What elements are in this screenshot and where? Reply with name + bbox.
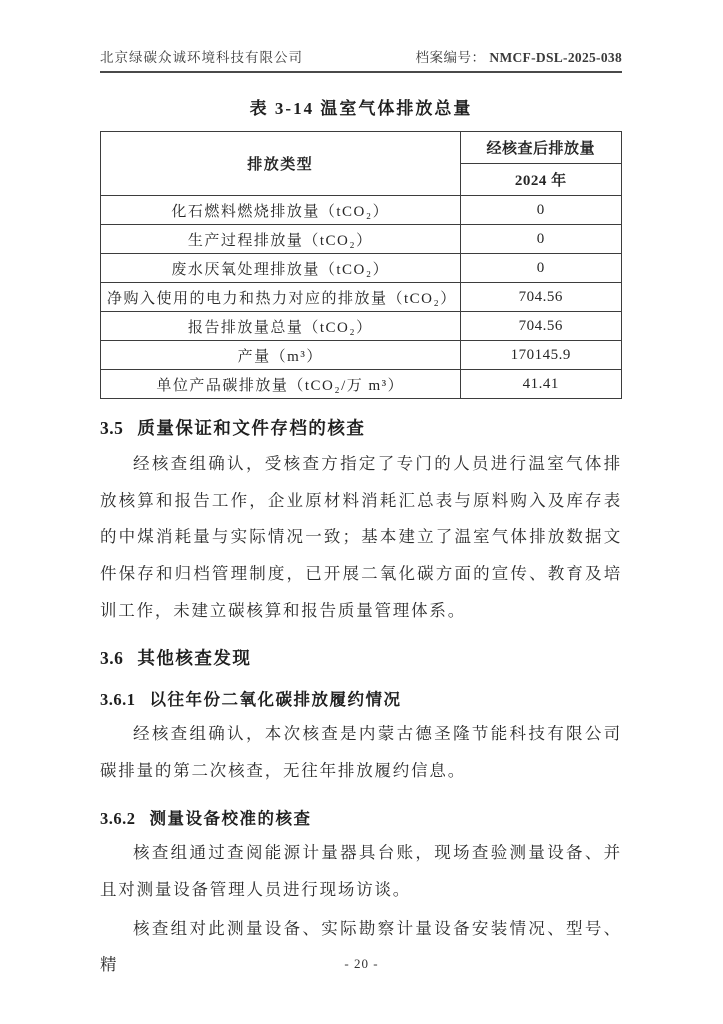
section-title: 质量保证和文件存档的核查 [137, 418, 366, 438]
row-value: 704.56 [460, 312, 622, 341]
section-number: 3.6.1 [100, 690, 136, 710]
body-paragraph: 经核查组确认，本次核查是内蒙古德圣隆节能科技有限公司碳排量的第二次核查，无往年排放履约信息。 [100, 724, 622, 780]
table-row [101, 341, 622, 370]
running-header [100, 46, 622, 73]
row-value: 0 [460, 196, 622, 225]
body-paragraph: 核查组通过查阅能源计量器具台账，现场查验测量设备、并且对测量设备管理人员进行现场访谈。 [100, 843, 622, 899]
table-caption: 表 3-14 温室气体排放总量 [249, 99, 473, 118]
section-heading-3-6-2 [100, 805, 622, 829]
row-value: 0 [460, 225, 622, 254]
row-label: 产量（m³） [101, 341, 461, 370]
section-heading-3-5 [100, 415, 622, 440]
table-row [101, 225, 622, 254]
table-header-row-1 [101, 132, 622, 164]
row-value: 170145.9 [460, 341, 622, 370]
emissions-table [100, 131, 622, 399]
section-title: 测量设备校准的核查 [149, 809, 312, 829]
section-heading-3-6 [100, 645, 622, 670]
header-cell-year: 2024 年 [460, 164, 622, 196]
table-row [101, 196, 622, 225]
table-row [101, 370, 622, 399]
header-cell-verified-emissions: 经核查后排放量 [460, 132, 622, 164]
section-heading-3-6-1 [100, 686, 622, 710]
row-value: 41.41 [460, 370, 622, 399]
row-label: 报告排放量总量（tCO₂） [101, 312, 461, 341]
section-number: 3.5 [100, 418, 124, 438]
row-label: 废水厌氧处理排放量（tCO₂） [101, 254, 461, 283]
table-row [101, 283, 622, 312]
row-label: 生产过程排放量（tCO₂） [101, 225, 461, 254]
body-paragraph: 核查组对此测量设备、实际勘察计量设备安装情况、型号、精 [100, 918, 622, 975]
table-row [101, 312, 622, 341]
row-value: 0 [460, 254, 622, 283]
row-value: 704.56 [460, 283, 622, 312]
table-row [101, 254, 622, 283]
header-cell-emission-type: 排放类型 [101, 132, 461, 196]
row-label: 单位产品碳排放量（tCO₂/万 m³） [101, 370, 461, 399]
page-number: - 20 - [344, 956, 379, 971]
section-number: 3.6.2 [100, 809, 136, 829]
company-name: 北京绿碳众诚环境科技有限公司 [100, 50, 303, 65]
file-number: NMCF-DSL-2025-038 [489, 50, 622, 65]
file-number-label: 档案编号： [415, 50, 486, 65]
row-label: 净购入使用的电力和热力对应的排放量（tCO₂） [101, 283, 461, 312]
file-reference [416, 46, 622, 66]
section-number: 3.6 [100, 648, 124, 669]
section-title: 以往年份二氧化碳排放履约情况 [149, 690, 402, 710]
section-title: 其他核查发现 [137, 648, 252, 669]
body-paragraph: 经核查组确认，受核查方指定了专门的人员进行温室气体排放核算和报告工作，企业原材料消耗汇总表与原料购入及库存表的中煤消耗量与实际情况一致；基本建立了温室气体排放数据文件保存和归档管理制度，已开展二氧化碳方面的宣传、教育及培训工作，未建立碳核算和报告质量管理体系。 [100, 454, 622, 620]
row-label: 化石燃料燃烧排放量（tCO₂） [101, 196, 461, 225]
